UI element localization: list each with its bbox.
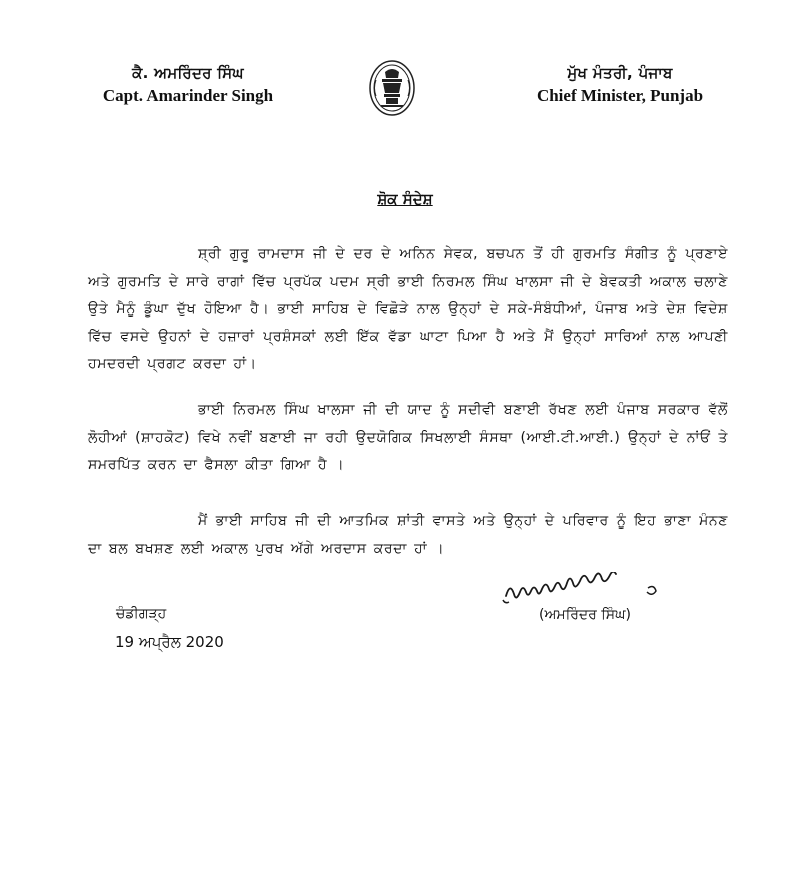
- paragraph-1: ਸ਼੍ਰੀ ਗੁਰੂ ਰਾਮਦਾਸ ਜੀ ਦੇ ਦਰ ਦੇ ਅਨਿਨ ਸੇਵਕ, ਬਚਪਨ ਤੋਂ ਹੀ ਗੁਰਮਤਿ ਸੰਗੀਤ ਨੂੰ ਪ੍ਰਣਾਏ ਅਤੇ ਗੁਰਮਤਿ ਦੇ ਸਾਰੇ ਰਾਗਾਂ ਵਿੱਚ ਪ੍ਰਪੱਕ ਪਦਮ ਸ੍ਰੀ ਭਾਈ ਨਿਰਮਲ ਸਿੰਘ ਖਾਲਸਾ ਜੀ ਦੇ ਬੇਵਕਤੀ ਅਕਾਲ ਚਲਾਣੇ ਉਤੇ ਮੈਨੂੰ ਡੂੰਘਾ ਦੁੱਖ ਹੋਇਆ ਹੈ। ਭਾਈ ਸਾਹਿਬ ਦੇ ਵਿਛੋੜੇ ਨਾਲ ਉਨ੍ਹਾਂ ਦੇ ਸਕੇ-ਸੰਬੰਧੀਆਂ, ਪੰਜਾਬ ਅਤੇ ਦੇਸ਼ ਵਿਦੇਸ਼ ਵਿੱਚ ਵਸਦੇ ਉਹਨਾਂ ਦੇ ਹਜ਼ਾਰਾਂ ਪ੍ਰਸ਼ੰਸਕਾਂ ਲਈ ਇੱਕ ਵੱਡਾ ਘਾਟਾ ਪਿਆ ਹੈ ਅਤੇ ਮੈਂ ਉਨ੍ਹਾਂ ਸਾਰਿਆਂ ਨਾਲ ਆਪਣੀ ਹਮਦਰਦੀ ਪ੍ਰਗਟ ਕਰਦਾ ਹਾਂ।: [88, 246, 728, 372]
- handwritten-signature: [498, 572, 663, 612]
- title-punjabi: ਮੁੱਖ ਮੰਤਰੀ, ਪੰਜਾਬ: [567, 64, 673, 82]
- national-emblem-icon: [367, 58, 417, 122]
- title-english: Chief Minister, Punjab: [536, 86, 704, 105]
- signer-name: (ਅਮਰਿੰਦਰ ਸਿੰਘ): [538, 607, 631, 623]
- letterhead-right: [520, 64, 720, 106]
- letterhead-left: [88, 64, 288, 106]
- date: 19 ਅਪ੍ਰੈਲ 2020: [115, 633, 224, 651]
- name-punjabi: ਕੈ. ਅਮਰਿੰਦਰ ਸਿੰਘ: [132, 64, 244, 82]
- name-english: Capt. Amarinder Singh: [102, 86, 274, 105]
- letter-title: ਸ਼ੋਕ ਸੰਦੇਸ਼: [377, 190, 433, 208]
- paragraph-3: ਮੈਂ ਭਾਈ ਸਾਹਿਬ ਜੀ ਦੀ ਆਤਮਿਕ ਸ਼ਾਂਤੀ ਵਾਸਤੇ ਅਤੇ ਉਨ੍ਹਾਂ ਦੇ ਪਰਿਵਾਰ ਨੂੰ ਇਹ ਭਾਣਾ ਮੰਨਣ ਦਾ ਬਲ ਬਖਸ਼ਣ ਲਈ ਅਕਾਲ ਪੁਰਖ ਅੱਗੇ ਅਰਦਾਸ ਕਰਦਾ ਹਾਂ ।: [88, 513, 728, 557]
- paragraph-2: ਭਾਈ ਨਿਰਮਲ ਸਿੰਘ ਖਾਲਸਾ ਜੀ ਦੀ ਯਾਦ ਨੂੰ ਸਦੀਵੀ ਬਣਾਈ ਰੱਖਣ ਲਈ ਪੰਜਾਬ ਸਰਕਾਰ ਵੱਲੋਂ ਲੋਹੀਆਂ (ਸ਼ਾਹਕੋਟ) ਵਿਖੇ ਨਵੀਂ ਬਣਾਈ ਜਾ ਰਹੀ ਉਦਯੋਗਿਕ ਸਿਖਲਾਈ ਸੰਸਥਾ (ਆਈ.ਟੀ.ਆਈ.) ਉਨ੍ਹਾਂ ਦੇ ਨਾਂਓਂ ਤੇ ਸਮਰਪਿੱਤ ਕਰਨ ਦਾ ਫੈਸਲਾ ਕੀਤਾ ਗਿਆ ਹੈ ।: [88, 402, 728, 473]
- place: ਚੰਡੀਗੜ੍ਹ: [116, 606, 167, 622]
